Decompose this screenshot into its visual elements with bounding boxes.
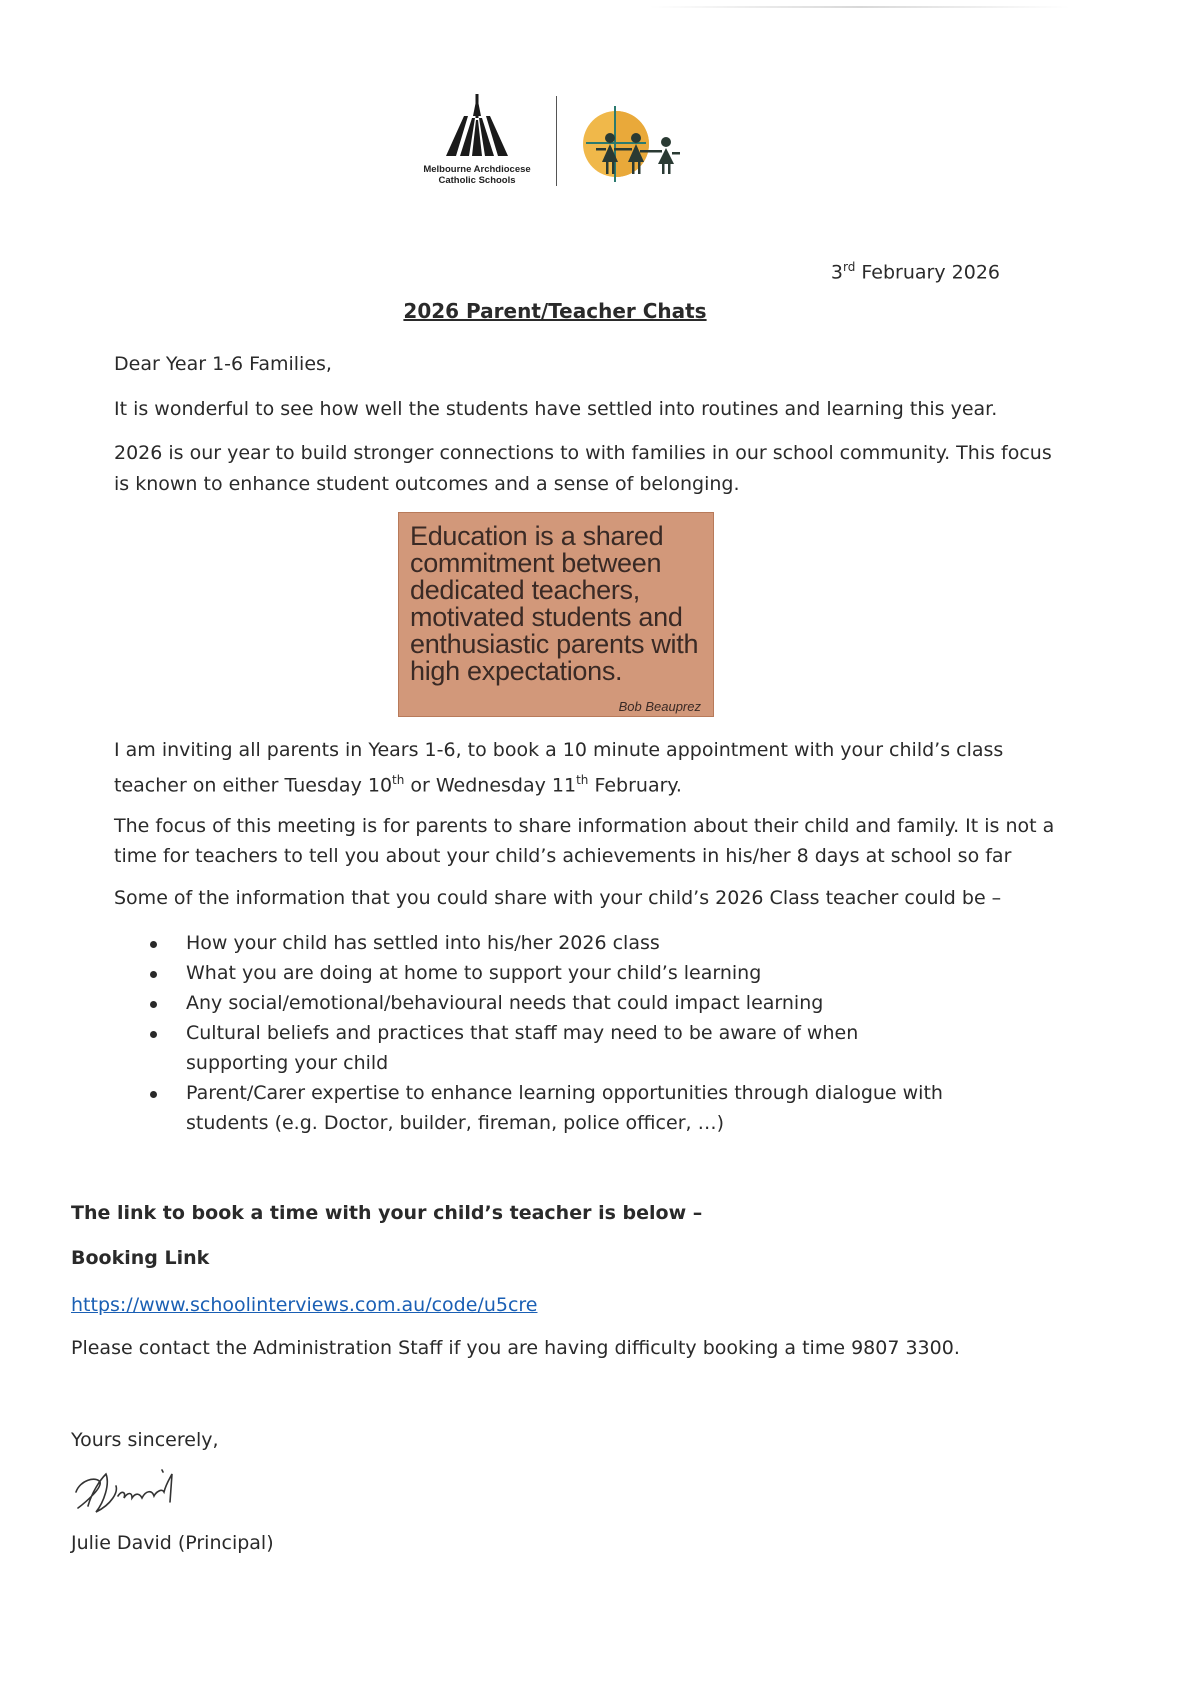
booking-intro: The link to book a time with your child’s teacher is below –: [71, 1202, 703, 1224]
greeting: Dear Year 1-6 Families,: [114, 353, 332, 375]
logo-divider: [556, 96, 557, 186]
paragraph-1: It is wonderful to see how well the students have settled into routines and learning this year.: [114, 398, 998, 420]
school-emblem-icon: [578, 100, 696, 188]
mac-logo: [412, 92, 542, 192]
paragraph-4-line-2: time for teachers to tell you about your child’s achievements in his/her 8 days at school so far: [114, 845, 1012, 867]
booking-link[interactable]: https://www.schoolinterviews.com.au/code/u5cre: [71, 1294, 538, 1316]
quote-image: [398, 512, 714, 717]
paragraph-3-line-1: I am inviting all parents in Years 1-6, to book a 10 minute appointment with your child’s class: [114, 739, 1004, 761]
bullet-icon: [150, 1091, 157, 1098]
quote-author: Bob Beauprez: [618, 699, 701, 714]
booking-link-row: [71, 1290, 971, 1321]
list-item: Any social/emotional/behavioural needs that could impact learning: [150, 988, 1010, 1018]
quote-text: Education is a shared commitment between dedicated teachers, motivated students and enthusiastic parents with high expectations.: [410, 521, 699, 686]
bullet-icon: [150, 1031, 157, 1038]
mac-emblem-icon: [412, 92, 542, 164]
list-item: Parent/Carer expertise to enhance learning opportunities through dialogue with students (e.g. Doctor, builder, fireman, police officer, …): [150, 1078, 1016, 1138]
signatory: Julie David (Principal): [71, 1532, 274, 1554]
salutation: Yours sincerely,: [71, 1429, 219, 1451]
info-list: [150, 928, 1010, 1138]
paragraph-2-line-1: 2026 is our year to build stronger connections to with families in our school community. This focus: [114, 442, 1052, 464]
letter-title: 2026 Parent/Teacher Chats: [403, 299, 707, 323]
signature: [66, 1462, 216, 1522]
bullet-icon: [150, 971, 157, 978]
school-logo: [578, 100, 696, 188]
list-item: How your child has settled into his/her 2026 class: [150, 928, 1010, 958]
list-item: What you are doing at home to support your child’s learning: [150, 958, 1010, 988]
paragraph-4-line-1: The focus of this meeting is for parents to share information about their child and family. It is not a: [114, 815, 1055, 837]
bullet-icon: [150, 941, 157, 948]
signature-icon: [66, 1462, 216, 1522]
scan-artifact: [650, 6, 1070, 8]
list-item: Cultural beliefs and practices that staff may need to be aware of when supporting your child: [150, 1018, 966, 1078]
booking-contact: Please contact the Administration Staff if you are having difficulty booking a time 9807 3300.: [71, 1337, 960, 1359]
bullet-icon: [150, 1001, 157, 1008]
org-name-line2: Catholic Schools: [438, 175, 516, 186]
org-name-line1: Melbourne Archdiocese: [423, 164, 531, 175]
paragraph-2-line-2: is known to enhance student outcomes and a sense of belonging.: [114, 473, 740, 495]
paragraph-3-line-2: teacher on either Tuesday 10th or Wednesday 11th February.: [114, 773, 682, 797]
paragraph-5: Some of the information that you could share with your child’s 2026 Class teacher could be –: [114, 887, 1002, 909]
letter-date: 3rd February 2026: [830, 260, 1000, 284]
booking-heading: Booking Link: [71, 1247, 210, 1269]
